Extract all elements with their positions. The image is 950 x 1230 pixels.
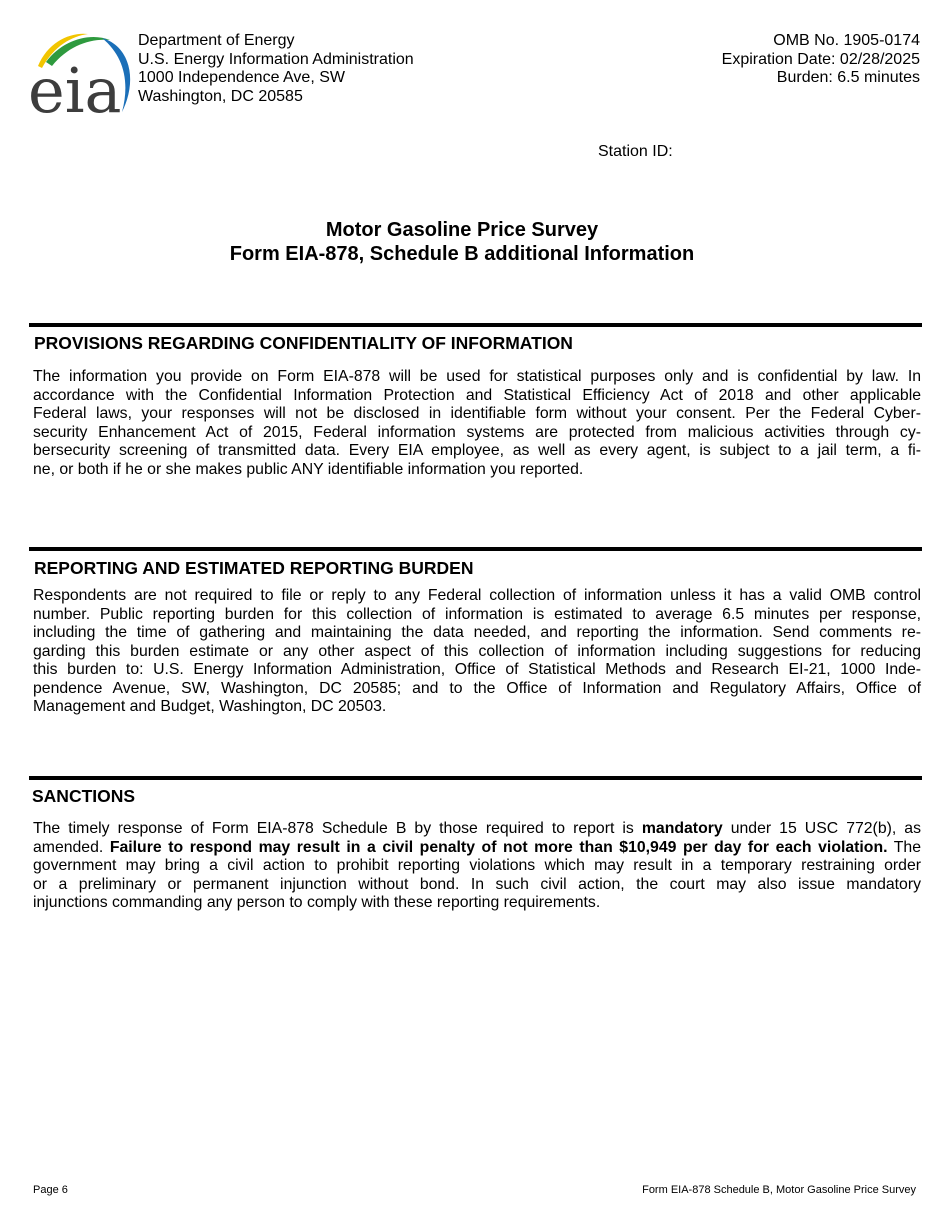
omb-info xyxy=(722,32,920,88)
expiration-date: Expiration Date: 02/28/2025 xyxy=(721,50,920,68)
text-line: Respondents are not required to file or reply to any Federal collection of information unless it has a valid OMB control xyxy=(33,587,921,604)
burden-heading: REPORTING AND ESTIMATED REPORTING BURDEN xyxy=(34,558,474,578)
burden-time: Burden: 6.5 minutes xyxy=(776,69,920,86)
agency-line: U.S. Energy Information Administration xyxy=(138,50,414,68)
text-line: Management and Budget, Washington, DC 20503. xyxy=(33,698,387,715)
text-line: accordance with the Confidential Information Protection and Statistical Efficiency Act of 2018 and other applicable xyxy=(33,386,921,404)
station-id-label: Station ID: xyxy=(598,143,673,160)
text-line: security Enhancement Act of 2015, Federal information systems are protected from malicious activities through cy- xyxy=(33,423,921,441)
text-line: amended. Failure to respond may result in a civil penalty of not more than $10,949 per day for each violation. The xyxy=(33,838,921,856)
penalty-emphasis: Failure to respond may result in a civil penalty of not more than $10,949 per day for each violation. xyxy=(109,838,888,856)
text-line: garding this burden estimate or any other aspect of this collection of information including suggestions for reducing xyxy=(33,642,921,660)
text-line: including the time of gathering and maintaining the data needed, and reporting the information. Send comments re- xyxy=(33,624,921,641)
text-line: The information you provide on Form EIA-878 will be used for statistical purposes only and is confidential by law. In xyxy=(33,368,921,385)
title-line-1: Motor Gasoline Price Survey xyxy=(325,219,599,241)
eia-logo xyxy=(26,26,136,118)
text-line: number. Public reporting burden for this collection of information is estimated to average 6.5 minutes per response, xyxy=(33,605,921,623)
text-line: bersecurity screening of transmitted data. Every EIA employee, as well as every agent, is subject to a jail term, a fi- xyxy=(33,442,921,459)
agency-line: 1000 Independence Ave, SW xyxy=(138,69,345,86)
text-line: The timely response of Form EIA-878 Schedule B by those required to report is mandatory under 15 USC 772(b), as xyxy=(33,820,921,837)
confidentiality-heading: PROVISIONS REGARDING CONFIDENTIALITY OF INFORMATION xyxy=(34,333,573,353)
page-number: Page 6 xyxy=(33,1184,68,1196)
text-line: Federal laws, your responses will not be disclosed in identifiable form without your consent. Per the Federal Cyber- xyxy=(33,405,921,422)
page-title xyxy=(0,218,924,266)
burden-text xyxy=(33,587,921,717)
text-line: or a preliminary or permanent injunction without bond. In such civil action, the court may also issue mandatory xyxy=(33,875,921,893)
mandatory-emphasis: mandatory xyxy=(641,820,723,837)
section-divider xyxy=(29,547,922,551)
text-line: this burden to: U.S. Energy Information Administration, Office of Statistical Methods and Research EI-21, 1000 Inde- xyxy=(33,661,921,678)
section-divider xyxy=(29,776,922,780)
sanctions-heading: SANCTIONS xyxy=(32,786,136,806)
sanctions-text xyxy=(33,820,921,913)
title-line-2: Form EIA-878, Schedule B additional Information xyxy=(229,243,695,265)
text-line: injunctions commanding any person to comply with these reporting requirements. xyxy=(33,894,601,911)
agency-line: Department of Energy xyxy=(138,32,295,49)
agency-line: Washington, DC 20585 xyxy=(138,87,303,105)
text-line: pendence Avenue, SW, Washington, DC 20585; and to the Office of Information and Regulatory Affairs, Office of xyxy=(33,679,921,697)
logo-text: eia xyxy=(28,54,122,118)
omb-number: OMB No. 1905-0174 xyxy=(773,32,920,49)
footer-form-name: Form EIA-878 Schedule B, Motor Gasoline Price Survey xyxy=(642,1184,916,1196)
text-line: government may bring a civil action to prohibit reporting violations which may result in a temporary restraining order xyxy=(33,857,921,874)
confidentiality-text xyxy=(33,368,921,479)
text-line: ne, or both if he or she makes public ANY identifiable information you reported. xyxy=(33,460,584,478)
section-divider xyxy=(29,323,922,327)
agency-address xyxy=(138,32,414,106)
